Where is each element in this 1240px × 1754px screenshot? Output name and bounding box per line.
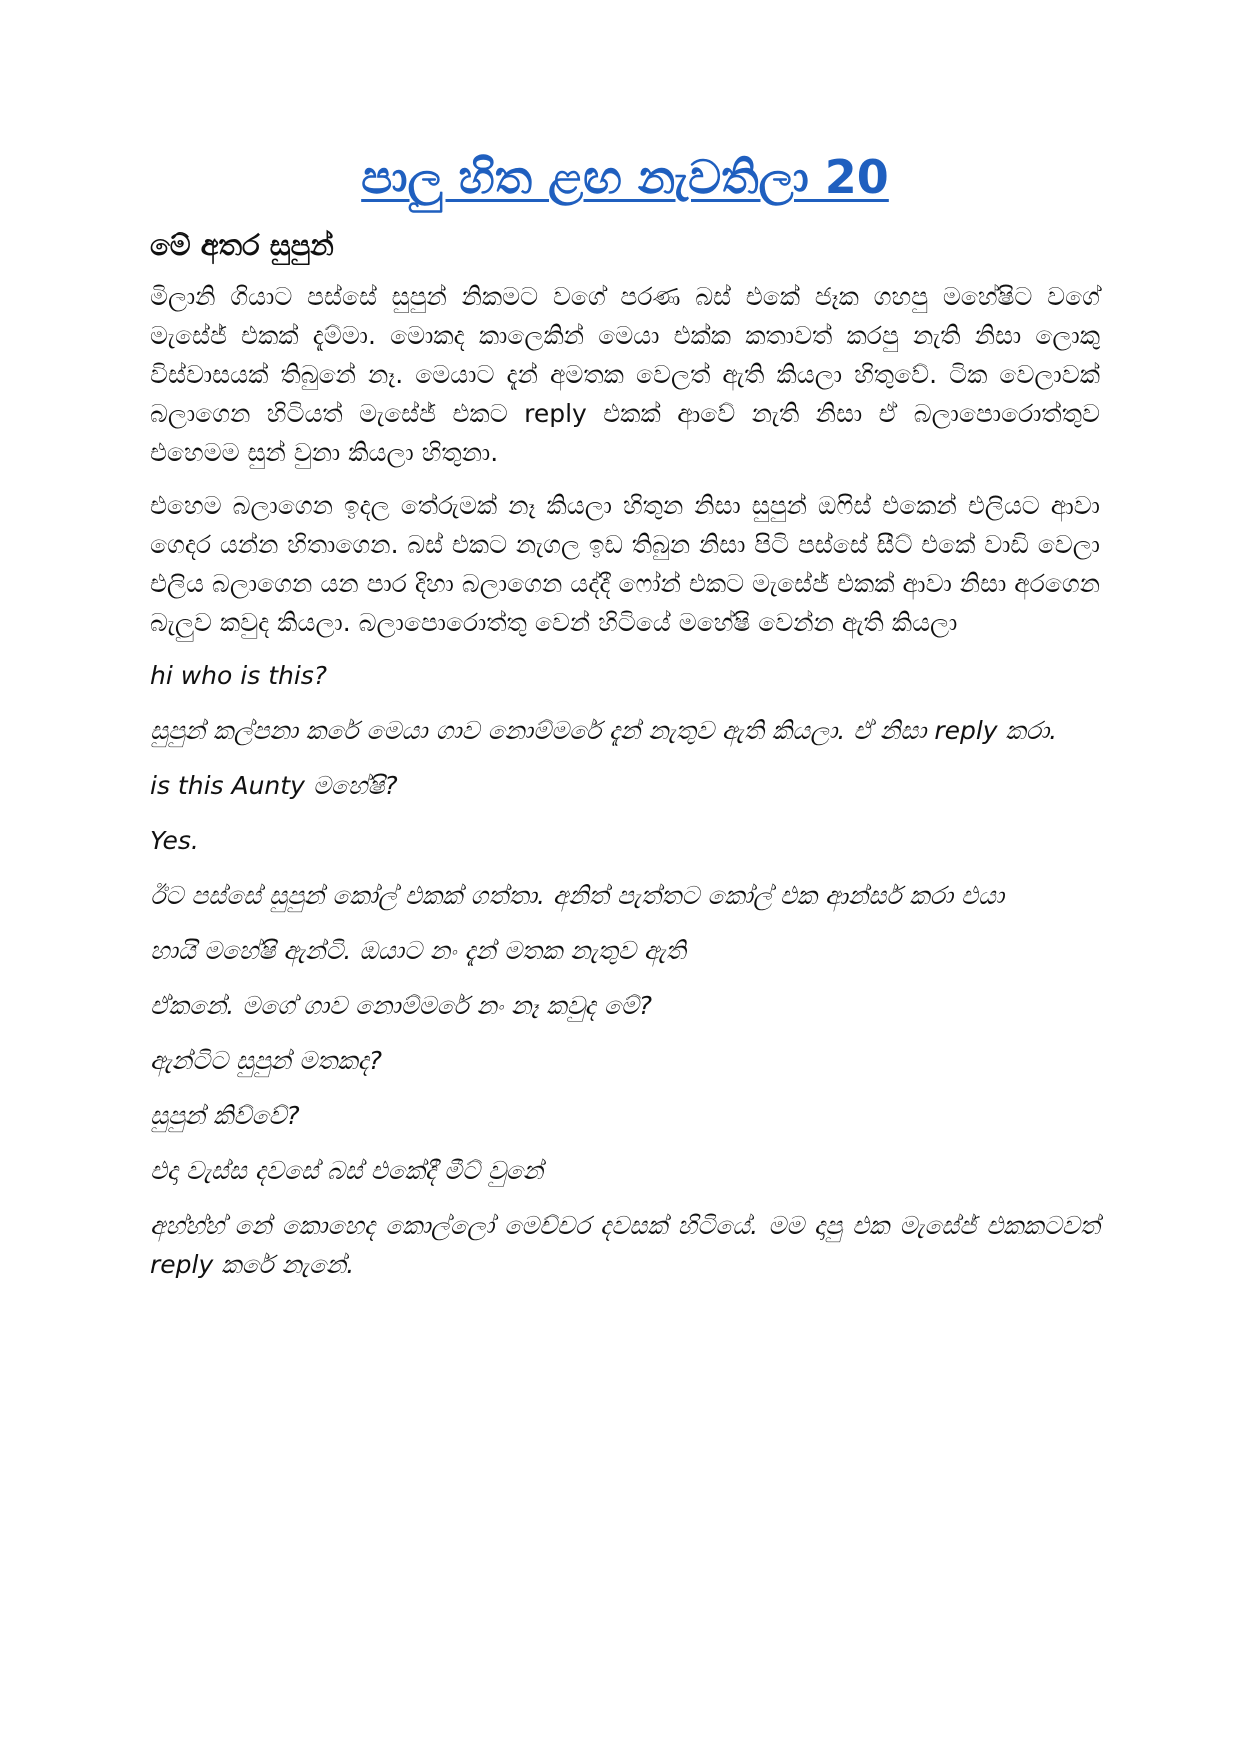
- section-subheading: මේ අතර සුපුන්: [150, 228, 334, 263]
- body-paragraph: මිලානි ගියාට පස්සේ සුපුන් නිකමට වගේ පරණ බස් එකේ ජෑක ගහපු මහේෂිට වගේ මැසේජ් එකක් දැම්මා. මොකද කාලෙකින් මෙයා එක්ක කතාවත් කරපු නැති නිසා ලොකු විස්වාසයක් තිබුනේ නෑ. මෙයාට දැන් අමතක වෙලත් ඇති කියලා හිතුවේ. ටික වෙලාවක් බලාගෙන හිටියත් මැසේජ් එකට reply එකක් ආවේ නැති නිසා ඒ බලාපොරොත්තුව එහෙමම සුන් වුනා කියලා හිතුනා.: [150, 281, 1100, 467]
- dialogue-line: ඒකනේ. මගේ ගාව නොම්මරේ නං නෑ කවුද මේ?: [150, 990, 652, 1020]
- dialogue-line: ඇන්ටිට සුපුන් මතකද?: [150, 1045, 382, 1075]
- dialogue-line: සුපුන් කිව්වේ?: [150, 1100, 300, 1130]
- dialogue-line: අහ්හ්හ් නේ කොහෙද කොල්ලෝ මෙච්චර දවසක් හිටියේ. මම දාපු එක මැසේජ් එකකටවත් reply කරේ නැනේ.: [150, 1210, 1100, 1279]
- page-title: පාලු හිත ළඟ නැවතිලා 20: [361, 150, 889, 204]
- dialogue-line: සුපුන් කල්පනා කරේ මෙයා ගාව නොම්මරේ දැන් නැතුව ඇති කියලා. ඒ නිසා reply කරා.: [150, 715, 1058, 745]
- dialogue-line: ඊට පස්සේ සුපුන් කෝල් එකක් ගත්තා. අනිත් පැත්තට කෝල් එක ආන්සර් කරා එයා: [150, 880, 1005, 910]
- body-paragraph: එහෙම බලාගෙන ඉදල තේරුමක් නෑ කියලා හිතුන නිසා සුපුන් ඔෆිස් එකෙන් එලියට ආවා ගෙදර යන්න හිතාගෙන. බස් එකට නැගල ඉඩ තිබුන නිසා පිටි පස්සේ සීට් එකේ වාඩි වෙලා එලිය බලාගෙන යන පාර දිහා බලාගෙන යද්දී ෆෝන් එකට මැසේජ් එකක් ආවා නිසා අරගෙන බැලුව කවුද කියලා. බලාපොරොත්තු වෙන් හිටියේ මහේෂි වෙන්න ඇති කියලා: [150, 490, 1100, 637]
- dialogue-line: is this Aunty මහේෂි?: [150, 770, 398, 800]
- dialogue-line: hi who is this?: [150, 660, 328, 690]
- dialogue-line: හායි මහේෂි ඇන්ටි. ඔයාට නං දැන් මතක නැතුව ඇති: [150, 935, 686, 965]
- document-page: [150, 150, 1100, 1300]
- dialogue-line: Yes.: [150, 825, 199, 855]
- dialogue-line: එදා වැස්ස දවසේ බස් එකේදී මීට් වුනේ: [150, 1155, 544, 1185]
